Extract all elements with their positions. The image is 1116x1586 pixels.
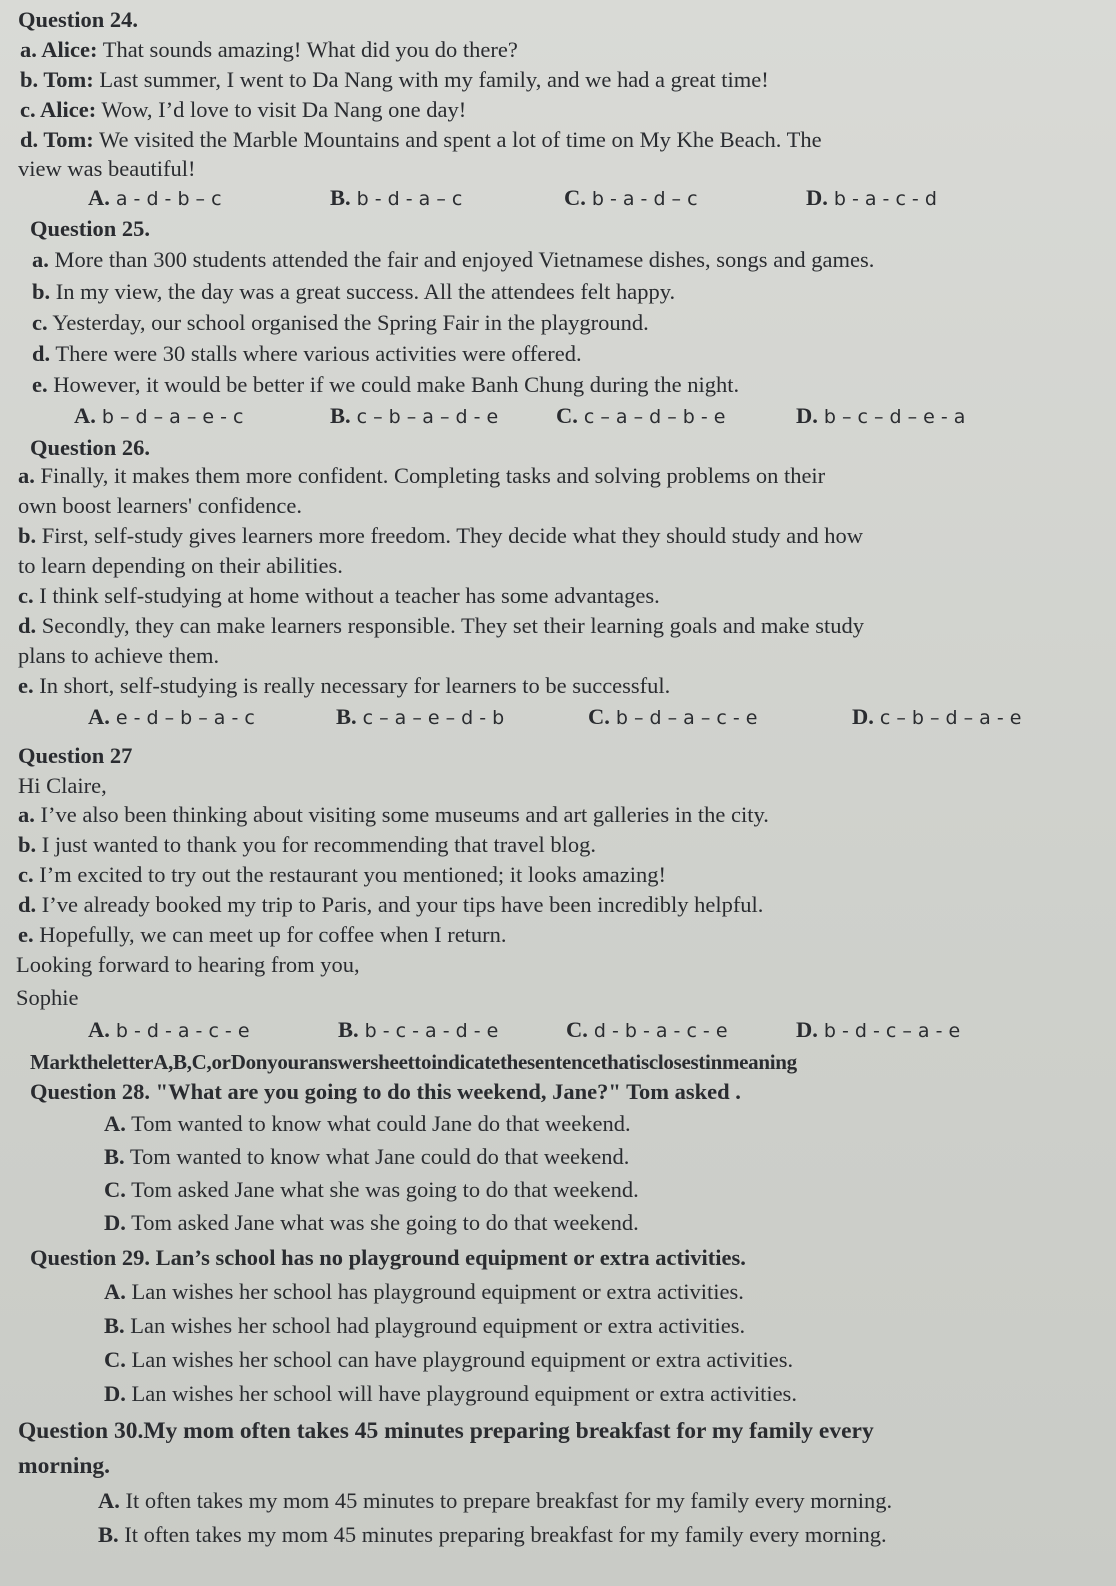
q28-options-2-label: C. (104, 1177, 126, 1202)
q26-options (0, 703, 1116, 731)
q24-options-3-text: b - a - c - d (833, 188, 937, 210)
q25-options-2-text: c – a – d – b - e (583, 406, 726, 428)
q25-options-3-text: b – c – d – e - a (823, 406, 966, 428)
q30-options-1-text: It often takes my mom 45 minutes preparing breakfast for my family every morning. (118, 1522, 887, 1547)
q25-items-0-label: a. (32, 247, 49, 272)
q29-option-d[interactable] (104, 1380, 797, 1408)
q26-option-a[interactable] (88, 703, 255, 732)
q24-item-b-label: b. Tom: (20, 67, 94, 92)
q27-items-1-label: b. (18, 832, 37, 857)
q27-items-2-text: I’m excited to try out the restaurant you mentioned; it looks amazing! (33, 862, 666, 887)
q28-title: Question 28. "What are you going to do this weekend, Jane?" Tom asked . (30, 1079, 741, 1104)
q27-options-1-label: B. (338, 1017, 359, 1042)
q24-item-d (20, 126, 822, 154)
q27-items-1-text: I just wanted to thank you for recommending that travel blog. (36, 832, 597, 857)
q25-item-b (32, 278, 675, 306)
q25-option-a[interactable] (74, 402, 243, 431)
q26-e1-label: e. (18, 673, 34, 698)
q25-options-0-text: b – d – a – e - c (101, 406, 244, 428)
q28-options-3-label: D. (104, 1210, 126, 1235)
q26-options-1-text: c – a – e – d - b (362, 707, 505, 729)
q24-item-a-label: a. Alice: (20, 37, 98, 62)
q25-items-1-label: b. (32, 279, 51, 304)
q25-options-2-label: C. (556, 403, 578, 428)
q27-option-c[interactable] (566, 1016, 728, 1045)
q29-option-b[interactable] (104, 1312, 745, 1340)
q27-items-2-label: c. (18, 862, 34, 887)
q26-item-a (18, 462, 825, 490)
q24-options-2-label: C. (564, 185, 586, 210)
q25-options (0, 402, 1116, 430)
q24-options-2-text: b - a - d – c (591, 188, 698, 210)
q28-option-c[interactable] (104, 1176, 639, 1204)
q26-d1-label: d. (18, 613, 37, 638)
q29-options-0-label: A. (104, 1279, 126, 1304)
q29-options-3-text: Lan wishes her school will have playground equipment or extra activities. (125, 1381, 797, 1406)
q27-options (0, 1016, 1116, 1044)
q25-items-2-label: c. (32, 310, 48, 335)
q27-items-3-text: I’ve already booked my trip to Paris, and your tips have been incredibly helpful. (36, 892, 764, 917)
q26-b1-label: b. (18, 523, 37, 548)
q30-option-b[interactable] (98, 1521, 887, 1549)
q26-b1-text: First, self-study gives learners more freedom. They decide what they should study and how (36, 523, 864, 548)
q27-options-2-label: C. (566, 1017, 588, 1042)
q24-options-0-label: A. (88, 185, 110, 210)
q26-options-3-text: c – b – d – a - e (879, 707, 1022, 729)
q26-options-0-text: e - d – b – a - c (115, 707, 255, 729)
q26-title: Question 26. (30, 435, 151, 460)
q24-item-d-label: d. Tom: (20, 127, 94, 152)
q25-options-1-text: c – b – a – d - e (356, 406, 499, 428)
q27-option-a[interactable] (88, 1016, 250, 1045)
q25-option-d[interactable] (796, 402, 965, 431)
q29-options-2-text: Lan wishes her school can have playground equipment or extra activities. (125, 1347, 794, 1372)
q26-options-3-label: D. (852, 704, 874, 729)
q27-items-0-text: I’ve also been thinking about visiting some museums and art galleries in the city. (34, 802, 769, 827)
q25-item-e (32, 371, 739, 399)
q24-item-c-label: c. Alice: (20, 97, 97, 122)
q25-items-4-label: e. (32, 372, 48, 397)
q25-options-0-label: A. (74, 403, 96, 428)
q25-items-3-text: There were 30 stalls where various activities were offered. (50, 341, 582, 366)
q30-options-0-text: It often takes my mom 45 minutes to prepare breakfast for my family every morning. (119, 1488, 893, 1513)
q28-options-2-text: Tom asked Jane what she was going to do that weekend. (125, 1177, 639, 1202)
q28-option-d[interactable] (104, 1209, 639, 1237)
q29-option-c[interactable] (104, 1346, 793, 1374)
q25-items-4-text: However, it would be better if we could make Banh Chung during the night. (47, 372, 740, 397)
q24-item-c (20, 96, 466, 124)
q27-options-0-text: b - d - a - c - e (115, 1020, 250, 1042)
q24-continuation: view was beautiful! (18, 156, 196, 181)
q28-options-1-label: B. (104, 1144, 125, 1169)
q27-option-b[interactable] (338, 1016, 498, 1045)
q24-options-0-text: a - d - b – c (115, 188, 222, 210)
q27-options-2-text: d - b - a - c - e (593, 1020, 728, 1042)
q24-item-a (20, 36, 518, 64)
q27-item-e (18, 921, 507, 949)
q24-item-c-text: Wow, I’d love to visit Da Nang one day! (96, 97, 467, 122)
q28-option-b[interactable] (104, 1143, 629, 1171)
q24-option-a[interactable] (88, 184, 222, 213)
q29-options-0-text: Lan wishes her school has playground equipment or extra activities. (125, 1279, 744, 1304)
q27-title: Question 27 (18, 743, 133, 768)
q25-option-b[interactable] (330, 402, 498, 431)
q25-items-3-label: d. (32, 341, 51, 366)
q24-item-d-text: We visited the Marble Mountains and spent a lot of time on My Khe Beach. The (93, 127, 822, 152)
q25-items-2-text: Yesterday, our school organised the Spring Fair in the playground. (47, 310, 649, 335)
q24-item-a-text: That sounds amazing! What did you do there? (97, 37, 518, 62)
q26-c1-text: I think self-studying at home without a teacher has some advantages. (33, 583, 660, 608)
q26-option-b[interactable] (336, 703, 504, 732)
q25-item-a (32, 246, 874, 274)
q25-options-3-label: D. (796, 403, 818, 428)
q28-options-1-text: Tom wanted to know what Jane could do that weekend. (124, 1144, 630, 1169)
q30-title: Question 30.My mom often takes 45 minutes preparing breakfast for my family every (18, 1418, 874, 1444)
q27-options-0-label: A. (88, 1017, 110, 1042)
section-instruction: MarktheletterA,B,C,orDonyouranswersheettoindicatethesentencethatisclosestinmeaning (30, 1050, 797, 1074)
q26-item-b-cont: to learn depending on their abilities. (18, 553, 343, 578)
q24-options-3-label: D. (806, 185, 828, 210)
q26-options-1-label: B. (336, 704, 357, 729)
q29-options-3-label: D. (104, 1381, 126, 1406)
q27-item-c (18, 861, 666, 889)
q29-options-1-label: B. (104, 1313, 125, 1338)
q27-options-3-text: b - d - c – a - e (823, 1020, 961, 1042)
q27-option-d[interactable] (796, 1016, 960, 1045)
q28-options-0-label: A. (104, 1111, 126, 1136)
q30-options-0-label: A. (98, 1488, 120, 1513)
q26-option-d[interactable] (852, 703, 1021, 732)
q27-items-3-label: d. (18, 892, 37, 917)
q24-options (0, 184, 1116, 212)
q26-item-d (18, 612, 864, 640)
q27-item-a (18, 801, 769, 829)
q27-signature: Sophie (16, 985, 79, 1010)
q27-options-1-text: b - c - a - d - e (364, 1020, 499, 1042)
q26-item-b (18, 522, 863, 550)
q30-title-cont: morning. (18, 1453, 111, 1479)
q24-item-b (20, 66, 769, 94)
q25-option-c[interactable] (556, 402, 725, 431)
q27-items-4-label: e. (18, 922, 34, 947)
q29-option-a[interactable] (104, 1278, 744, 1306)
q26-a1-text: Finally, it makes them more confident. Completing tasks and solving problems on their (34, 463, 826, 488)
q26-options-2-label: C. (588, 704, 610, 729)
q28-options-0-text: Tom wanted to know what could Jane do that weekend. (125, 1111, 631, 1136)
q29-options-1-text: Lan wishes her school had playground equipment or extra activities. (124, 1313, 746, 1338)
q26-item-a-cont: own boost learners' confidence. (18, 493, 302, 518)
q24-option-c[interactable] (564, 184, 698, 213)
q24-option-d[interactable] (806, 184, 937, 213)
q25-options-1-label: B. (330, 403, 351, 428)
q24-options-1-label: B. (330, 185, 351, 210)
q25-items-0-text: More than 300 students attended the fair and enjoyed Vietnamese dishes, songs and games. (48, 247, 875, 272)
q29-title: Question 29. Lan’s school has no playground equipment or extra activities. (30, 1245, 746, 1270)
q30-option-a[interactable] (98, 1487, 892, 1515)
q26-d1-text: Secondly, they can make learners responsible. They set their learning goals and make study (36, 613, 865, 638)
q27-items-0-label: a. (18, 802, 35, 827)
q26-e1-text: In short, self-studying is really necessary for learners to be successful. (33, 673, 671, 698)
q28-option-a[interactable] (104, 1110, 631, 1138)
q27-items-4-text: Hopefully, we can meet up for coffee when I return. (33, 922, 507, 947)
q29-options-2-label: C. (104, 1347, 126, 1372)
q26-a1-label: a. (18, 463, 35, 488)
q27-item-d (18, 891, 763, 919)
q26-item-e (18, 672, 670, 700)
q27-greeting: Hi Claire, (18, 773, 107, 798)
q25-item-c (32, 309, 649, 337)
q30-options-1-label: B. (98, 1522, 119, 1547)
q26-options-0-label: A. (88, 704, 110, 729)
q28-options-3-text: Tom asked Jane what was she going to do that weekend. (125, 1210, 639, 1235)
q25-items-1-text: In my view, the day was a great success. All the attendees felt happy. (50, 279, 676, 304)
q26-options-2-text: b – d – a – c - e (615, 707, 758, 729)
q25-item-d (32, 340, 582, 368)
q24-item-b-text: Last summer, I went to Da Nang with my family, and we had a great time! (93, 67, 769, 92)
q27-closing: Looking forward to hearing from you, (16, 952, 360, 977)
q27-item-b (18, 831, 596, 859)
q27-options-3-label: D. (796, 1017, 818, 1042)
q26-item-d-cont: plans to achieve them. (18, 643, 220, 668)
q24-options-1-text: b - d - a – c (356, 188, 463, 210)
q26-option-c[interactable] (588, 703, 757, 732)
q24-title: Question 24. (18, 7, 139, 32)
q25-title: Question 25. (30, 216, 151, 241)
q26-item-c (18, 582, 660, 610)
q24-option-b[interactable] (330, 184, 462, 213)
q26-c1-label: c. (18, 583, 34, 608)
